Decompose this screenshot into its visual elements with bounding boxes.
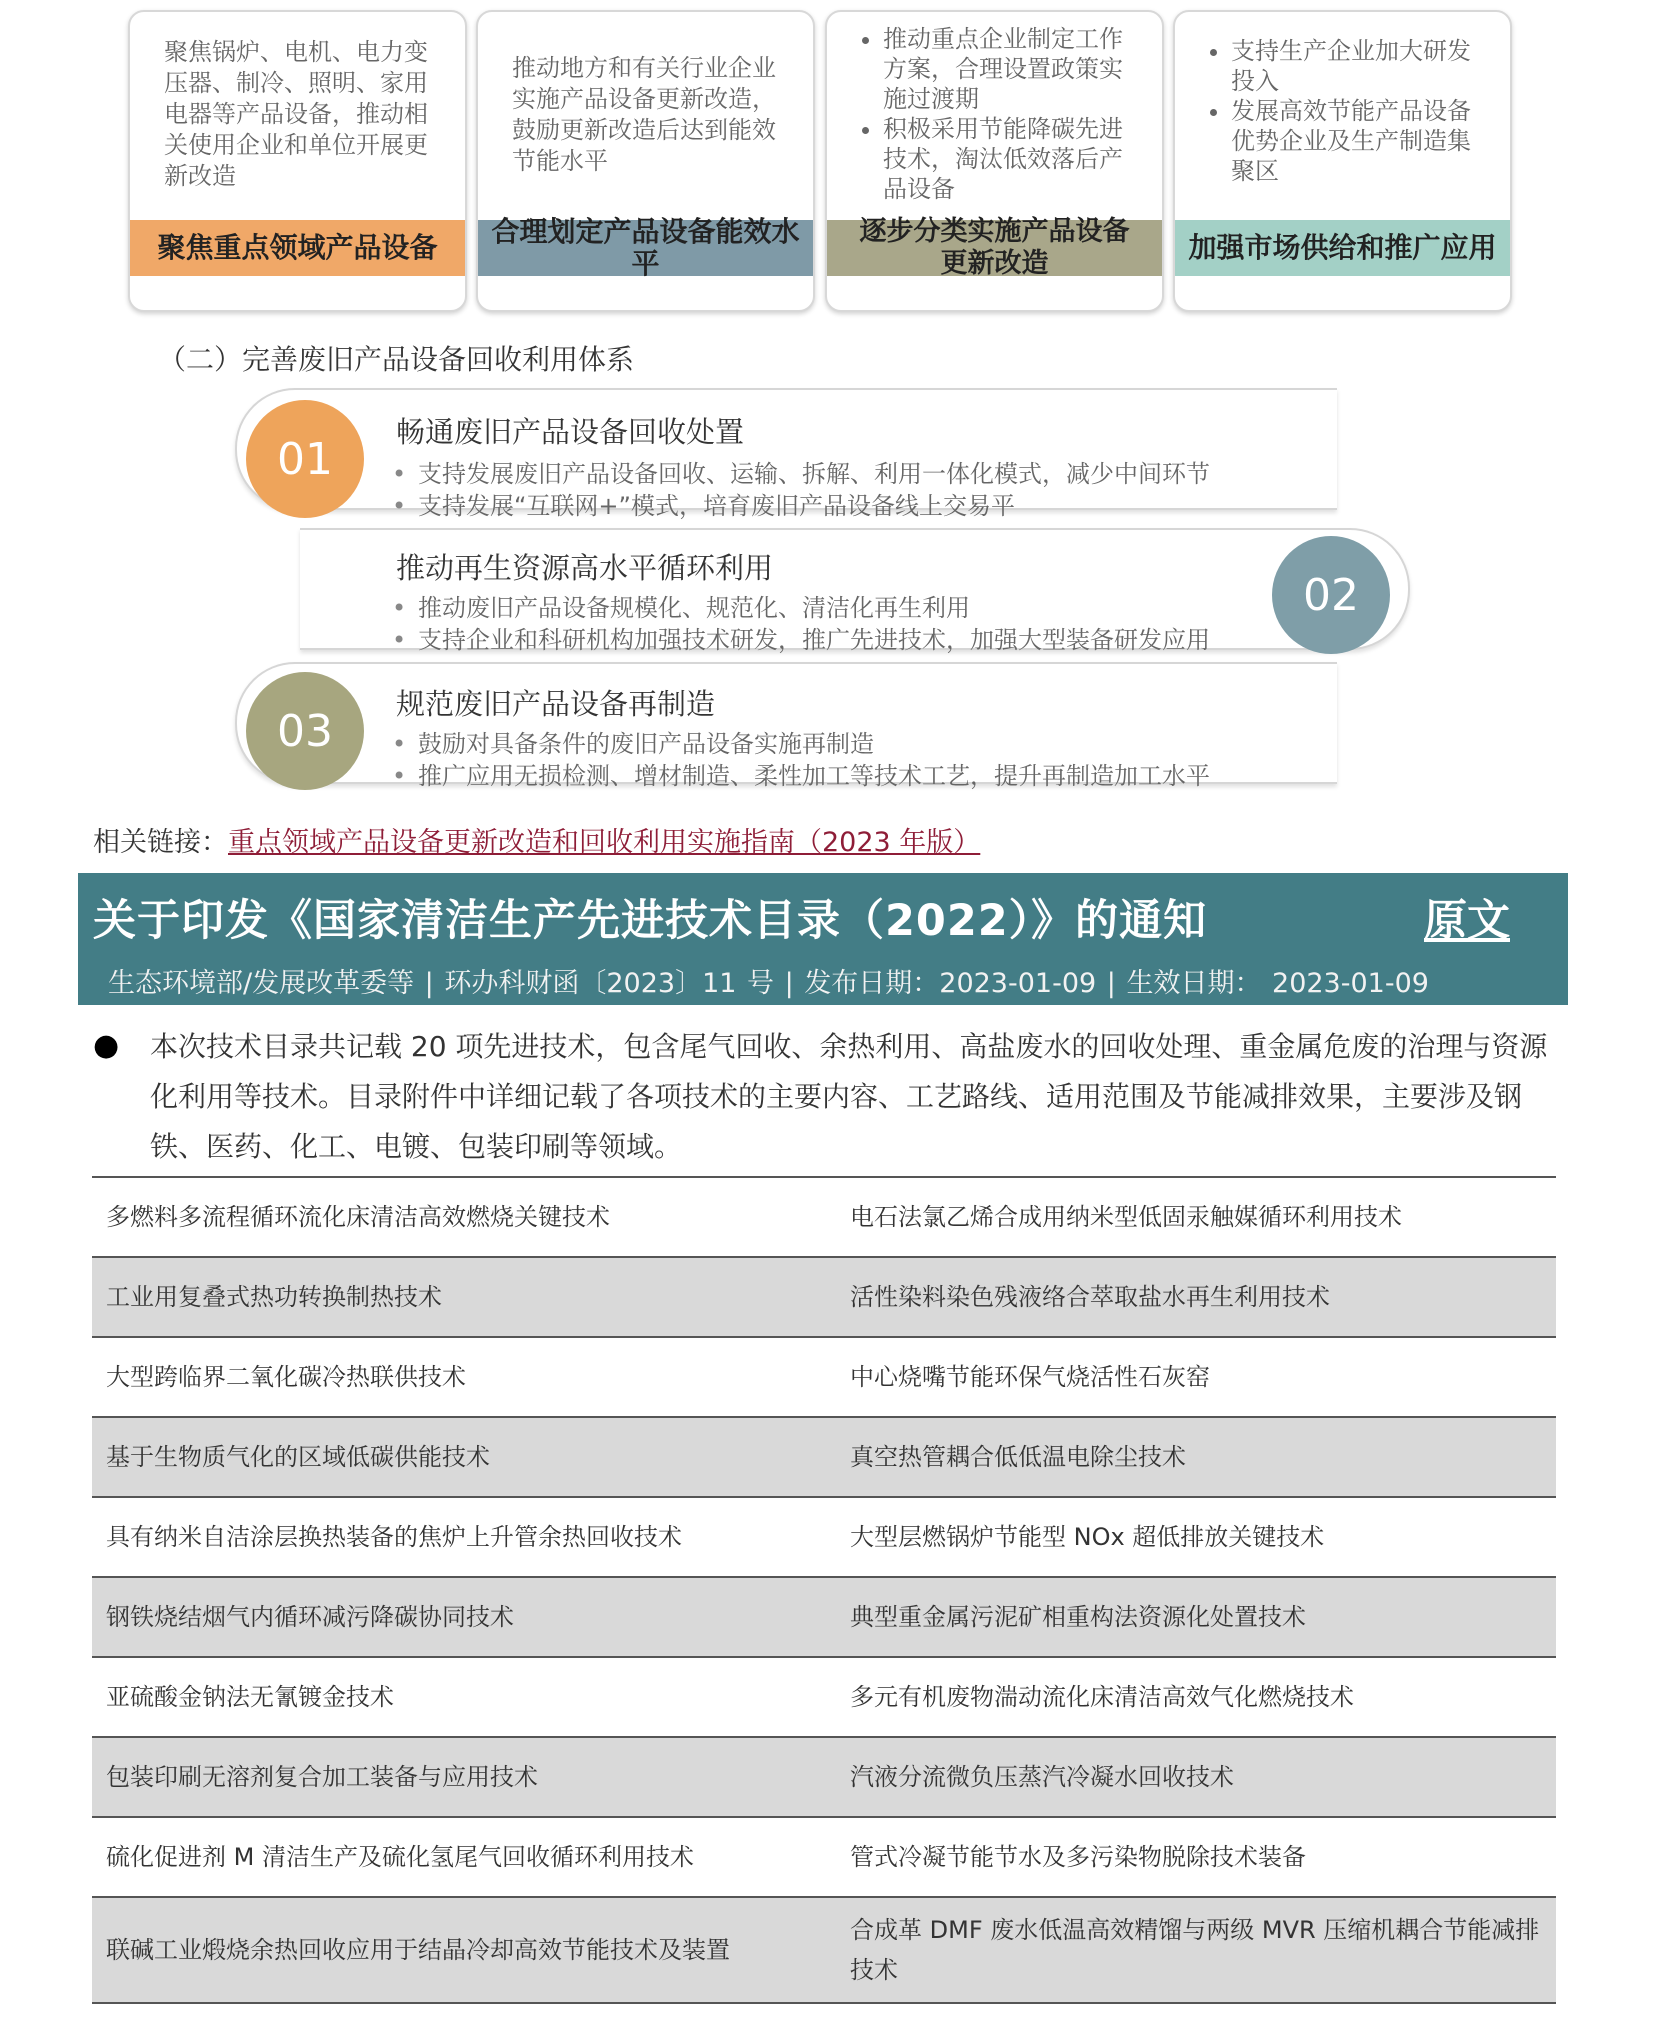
table-cell: 基于生物质气化的区域低碳供能技术: [92, 1417, 836, 1497]
table-cell: 电石法氯乙烯合成用纳米型低固汞触媒循环利用技术: [836, 1177, 1556, 1257]
item-bullet: • 鼓励对具备条件的废旧产品设备实施再制造: [392, 728, 1210, 760]
table-row: [92, 1497, 1556, 1577]
related-links: [93, 820, 980, 859]
card-market-supply: [1173, 10, 1512, 312]
table-row: [92, 1657, 1556, 1737]
table-cell: 大型层燃锅炉节能型 NOx 超低排放关键技术: [836, 1497, 1556, 1577]
technology-table: [92, 1176, 1556, 2004]
item-bullet: • 推广应用无损检测、增材制造、柔性加工等技术工艺，提升再制造加工水平: [392, 760, 1210, 792]
item-number-badge: 01: [246, 400, 364, 518]
table-cell: 包装印刷无溶剂复合加工装备与应用技术: [92, 1737, 836, 1817]
card-title: 合理划定产品设备能效水平: [478, 220, 813, 276]
card-title: 聚焦重点领域产品设备: [130, 220, 465, 276]
table-row: [92, 1577, 1556, 1657]
table-cell: 多元有机废物湍动流化床清洁高效气化燃烧技术: [836, 1657, 1556, 1737]
related-label: 相关链接：: [93, 827, 228, 858]
card-bullets: [1209, 36, 1476, 186]
notice-meta: 生态环境部/发展改革委等 | 环办科财函〔2023〕11 号 | 发布日期：2023-01-09 | 生效日期： 2023-01-09: [108, 968, 1429, 999]
table-cell: 钢铁烧结烟气内循环减污降碳协同技术: [92, 1577, 836, 1657]
table-row: [92, 1177, 1556, 1257]
item-bullet: • 支持企业和科研机构加强技术研发，推广先进技术，加强大型装备研发应用: [392, 624, 1210, 656]
table-cell: 中心烧嘴节能环保气烧活性石灰窑: [836, 1337, 1556, 1417]
card-bullet: • 发展高效节能产品设备优势企业及生产制造集聚区: [1231, 96, 1476, 186]
table-cell: 工业用复叠式热功转换制热技术: [92, 1257, 836, 1337]
table-row: [92, 1257, 1556, 1337]
table-row: [92, 1337, 1556, 1417]
related-guide-link[interactable]: 重点领域产品设备更新改造和回收利用实施指南（2023 年版）: [228, 827, 981, 858]
table-cell: 汽液分流微负压蒸汽冷凝水回收技术: [836, 1737, 1556, 1817]
table-cell: 管式冷凝节能节水及多污染物脱除技术装备: [836, 1817, 1556, 1897]
item-title: 畅通废旧产品设备回收处置: [396, 415, 745, 449]
table-row: [92, 1417, 1556, 1497]
item-bullets: [392, 592, 1210, 656]
notice-title: 关于印发《国家清洁生产先进技术目录（2022）》的通知: [93, 896, 1208, 946]
item-bullet: • 支持发展“互联网+”模式，培育废旧产品设备线上交易平: [392, 490, 1210, 522]
table-cell: 联碱工业煅烧余热回收应用于结晶冷却高效节能技术及装置: [92, 1897, 836, 2003]
table-cell: 活性染料染色残液络合萃取盐水再生利用技术: [836, 1257, 1556, 1337]
item-title: 推动再生资源高水平循环利用: [396, 551, 774, 585]
card-phased-update: [825, 10, 1164, 312]
section-heading: （二）完善废旧产品设备回收利用体系: [158, 343, 635, 376]
table-cell: 具有纳米自洁涂层换热装备的焦炉上升管余热回收技术: [92, 1497, 836, 1577]
item-bullet: • 推动废旧产品设备规模化、规范化、清洁化再生利用: [392, 592, 1210, 624]
item-title: 规范废旧产品设备再制造: [396, 687, 716, 721]
item-bullet: • 支持发展废旧产品设备回收、运输、拆解、利用一体化模式，减少中间环节: [392, 458, 1210, 490]
measures-cards: [128, 10, 1528, 310]
table-row: [92, 1817, 1556, 1897]
card-bullet: • 积极采用节能降碳先进技术，淘汰低效落后产品设备: [883, 114, 1128, 204]
table-cell: 多燃料多流程循环流化床清洁高效燃烧关键技术: [92, 1177, 836, 1257]
card-bullets: [861, 24, 1128, 204]
card-title: 加强市场供给和推广应用: [1175, 220, 1510, 276]
table-row: [92, 1897, 1556, 2003]
card-text: 聚焦锅炉、电机、电力变压器、制冷、照明、家用电器等产品设备，推动相关使用企业和单位开展更新改造: [164, 38, 428, 190]
item-number-badge: 03: [246, 672, 364, 790]
notice-summary: 本次技术目录共记载 20 项先进技术，包含尾气回收、余热利用、高盐废水的回收处理、重金属危废的治理与资源化利用等技术。目录附件中详细记载了各项技术的主要内容、工艺路线、适用范围及节能减排效果，主要涉及钢铁、医药、化工、电镀、包装印刷等领域。: [150, 1030, 1548, 1163]
table-cell: 亚硫酸金钠法无氰镀金技术: [92, 1657, 836, 1737]
card-bullet: • 支持生产企业加大研发投入: [1231, 36, 1476, 96]
table-row: [92, 1737, 1556, 1817]
card-title: 逐步分类实施产品设备更新改造: [827, 220, 1162, 276]
item-bullets: [392, 458, 1210, 522]
card-efficiency-level: [476, 10, 815, 312]
table-cell: 大型跨临界二氧化碳冷热联供技术: [92, 1337, 836, 1417]
table-cell: 典型重金属污泥矿相重构法资源化处置技术: [836, 1577, 1556, 1657]
original-text-link[interactable]: 原文: [1424, 896, 1510, 946]
table-cell: 硫化促进剂 M 清洁生产及硫化氢尾气回收循环利用技术: [92, 1817, 836, 1897]
notice-banner: [78, 873, 1568, 1005]
card-bullet: • 推动重点企业制定工作方案，合理设置政策实施过渡期: [883, 24, 1128, 114]
item-bullets: [392, 728, 1210, 792]
card-focus-key-fields: [128, 10, 467, 312]
table-cell: 真空热管耦合低低温电除尘技术: [836, 1417, 1556, 1497]
item-number-badge: 02: [1272, 536, 1390, 654]
table-cell: 合成革 DMF 废水低温高效精馏与两级 MVR 压缩机耦合节能减排技术: [836, 1897, 1556, 2003]
bullet-dot: ●: [93, 1028, 120, 1063]
card-text: 推动地方和有关行业企业实施产品设备更新改造，鼓励更新改造后达到能效节能水平: [512, 53, 776, 175]
